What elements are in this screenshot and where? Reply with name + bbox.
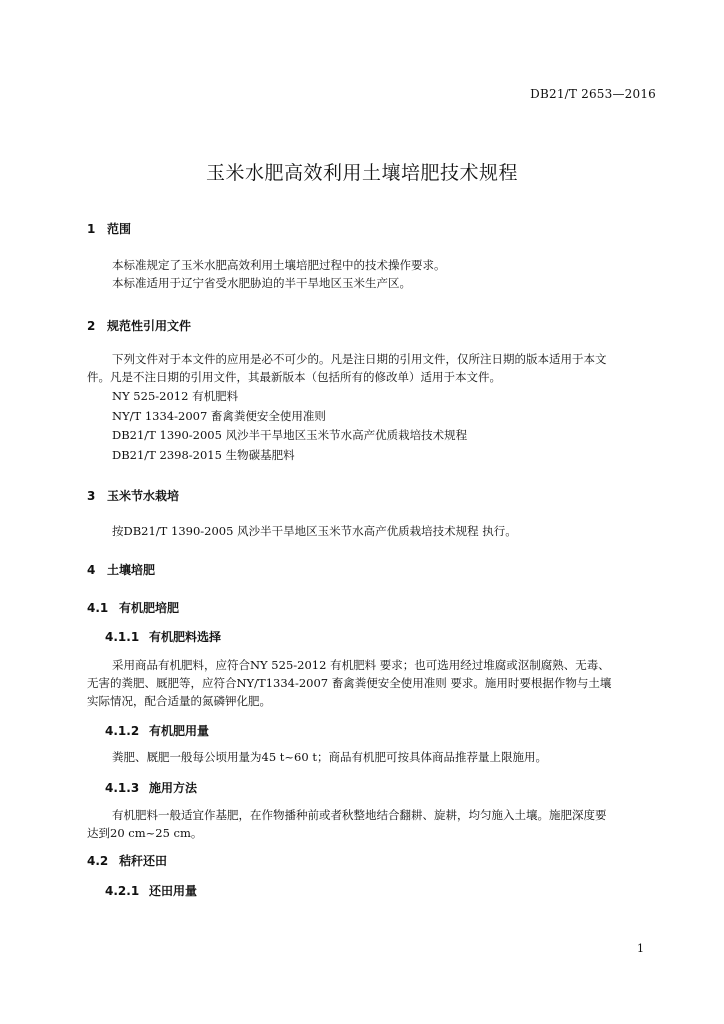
- section-number: 4.1.3: [105, 781, 140, 795]
- section-number: 2: [87, 319, 96, 333]
- section-title: 有机肥用量: [149, 724, 210, 738]
- paragraph-line: 粪肥、厩肥一般每公顷用量为45 t~60 t；商品有机肥可按具体商品推荐量上限施用。: [112, 750, 547, 764]
- paragraph-line: 有机肥料一般适宜作基肥，在作物播种前或者秋整地结合翻耕、旋耕，均匀施入土壤。施肥深度要: [112, 808, 607, 822]
- paragraph-line: 件。凡是不注日期的引用文件，其最新版本（包括所有的修改单）适用于本文件。: [87, 370, 501, 384]
- clause-4-2-1-heading: [105, 882, 197, 899]
- section-1-body: [87, 256, 657, 292]
- section-title: 规范性引用文件: [107, 319, 192, 333]
- section-2-intro: [87, 350, 657, 386]
- clause-4-1-2-body: [87, 748, 657, 766]
- document-title: 玉米水肥高效利用土壤培肥技术规程: [205, 162, 518, 184]
- section-3-heading: [87, 487, 179, 504]
- reference-item: DB21/T 2398-2015 生物碳基肥料: [112, 447, 295, 462]
- reference-item: NY/T 1334-2007 畜禽粪便安全使用准则: [112, 408, 326, 423]
- section-title: 有机肥培肥: [119, 601, 180, 615]
- section-title: 有机肥料选择: [149, 630, 222, 644]
- section-title: 范围: [107, 222, 132, 236]
- clause-4-1-1-heading: [105, 628, 221, 645]
- clause-4-1-3-heading: [105, 779, 197, 796]
- section-number: 4.2: [87, 854, 109, 868]
- paragraph-line: 本标准适用于辽宁省受水肥胁迫的半干旱地区玉米生产区。: [112, 276, 411, 290]
- normative-references-list: [112, 387, 467, 465]
- paragraph-line: 下列文件对于本文件的应用是必不可少的。凡是注日期的引用文件，仅所注日期的版本适用于本文: [112, 352, 607, 366]
- paragraph-line: 采用商品有机肥料，应符合NY 525-2012 有机肥料 要求；也可选用经过堆腐或沤制腐熟、无毒、: [112, 658, 610, 672]
- section-title: 秸秆还田: [119, 854, 168, 868]
- standard-code: DB21/T 2653—2016: [530, 87, 656, 101]
- section-number: 4.2.1: [105, 884, 140, 898]
- section-1-heading: [87, 220, 131, 237]
- section-3-body: [87, 522, 657, 540]
- paragraph-line: 实际情况，配合适量的氮磷钾化肥。: [87, 694, 271, 708]
- section-number: 1: [87, 222, 96, 236]
- reference-item: NY 525-2012 有机肥料: [112, 389, 239, 403]
- section-2-heading: [87, 317, 191, 334]
- section-title: 土壤培肥: [107, 563, 156, 577]
- page-number: 1: [637, 942, 644, 955]
- section-number: 4.1.1: [105, 630, 140, 644]
- section-title: 还田用量: [149, 884, 198, 898]
- subsection-4-1-heading: [87, 599, 179, 616]
- clause-4-1-2-heading: [105, 722, 209, 739]
- section-4-heading: [87, 561, 155, 578]
- paragraph-line: 无害的粪肥、厩肥等，应符合NY/T1334-2007 畜禽粪便安全使用准则 要求。施用时要根据作物与土壤: [87, 676, 612, 690]
- section-number: 3: [87, 489, 96, 503]
- paragraph-line: 按DB21/T 1390-2005 风沙半干旱地区玉米节水高产优质栽培技术规程 执行。: [112, 524, 517, 538]
- paragraph-line: 本标准规定了玉米水肥高效利用土壤培肥过程中的技术操作要求。: [112, 258, 446, 272]
- section-number: 4.1: [87, 601, 109, 615]
- reference-item: DB21/T 1390-2005 风沙半干旱地区玉米节水高产优质栽培技术规程: [112, 428, 468, 442]
- clause-4-1-3-body: [87, 806, 657, 842]
- subsection-4-2-heading: [87, 852, 167, 869]
- section-title: 施用方法: [149, 781, 198, 795]
- paragraph-line: 达到20 cm~25 cm。: [87, 826, 203, 840]
- clause-4-1-1-body: [87, 656, 657, 710]
- section-number: 4: [87, 563, 96, 577]
- section-title: 玉米节水栽培: [107, 489, 180, 503]
- section-number: 4.1.2: [105, 724, 140, 738]
